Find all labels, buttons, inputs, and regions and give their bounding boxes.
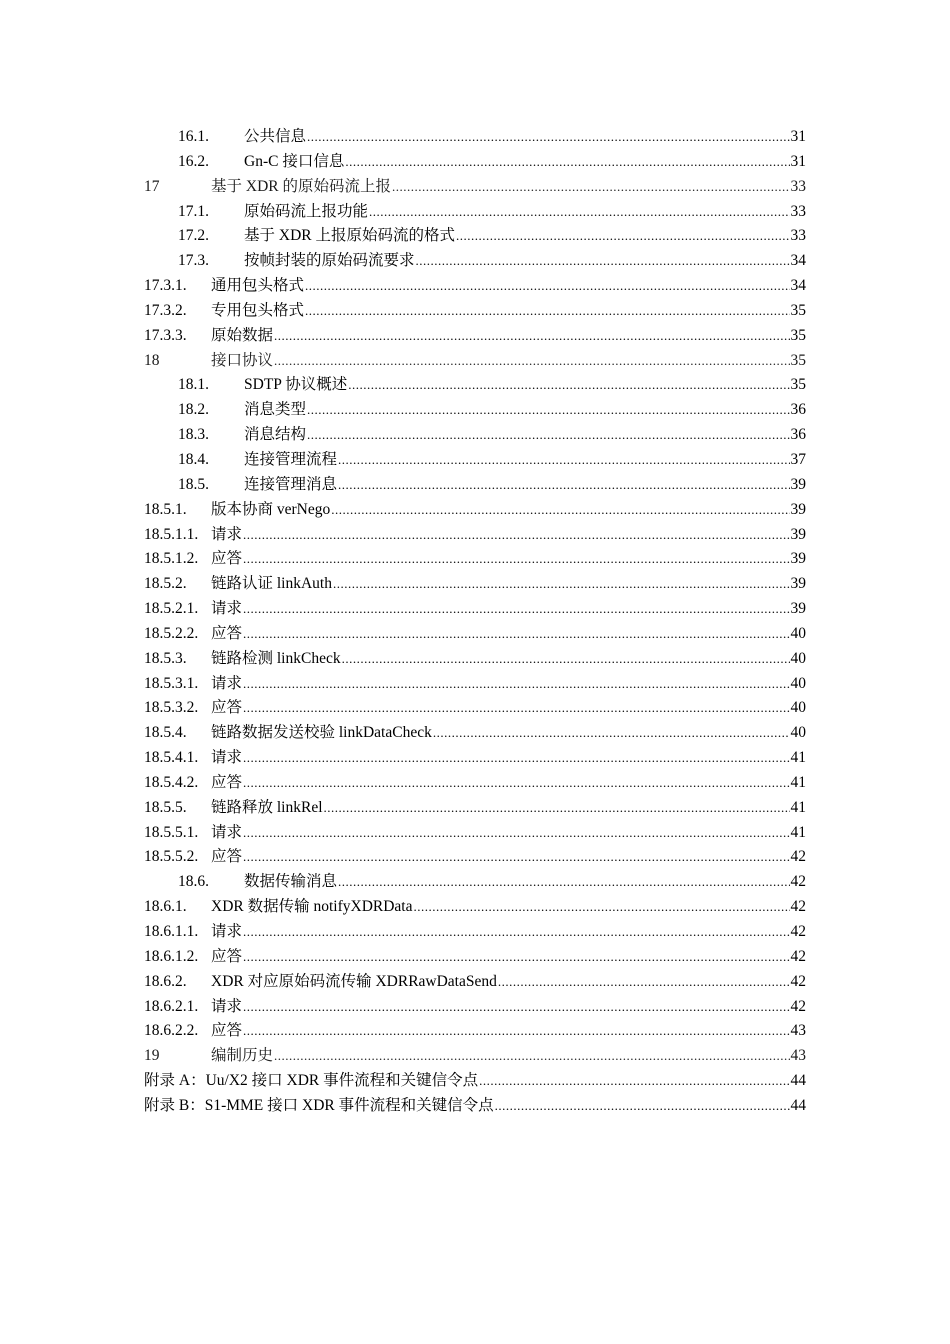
toc-entry-page: 39 xyxy=(790,500,806,518)
toc-entry-title: 应答 xyxy=(211,771,243,796)
toc-dot-leader xyxy=(243,597,789,622)
toc-entry-title: 请求 xyxy=(211,746,243,771)
toc-entry-page: 39 xyxy=(790,550,806,568)
toc-entry[interactable] xyxy=(144,373,806,398)
toc-entry[interactable] xyxy=(144,1094,806,1119)
toc-dot-leader xyxy=(324,796,790,821)
toc-entry-title: 附录 A：Uu/X2 接口 XDR 事件流程和关键信令点 xyxy=(144,1069,479,1094)
toc-entry-number: 18.5.2.2. xyxy=(144,624,199,642)
toc-entry[interactable] xyxy=(144,349,806,374)
toc-entry[interactable] xyxy=(144,473,806,498)
toc-dot-leader xyxy=(338,473,789,498)
toc-entry-title: 通用包头格式 xyxy=(211,274,305,299)
toc-entry[interactable] xyxy=(144,150,806,175)
toc-entry-title: 版本协商 verNego xyxy=(211,498,331,523)
toc-entry-number: 18.6. xyxy=(178,873,209,891)
toc-entry-title: 公共信息 xyxy=(244,125,307,150)
toc-entry[interactable] xyxy=(144,423,806,448)
toc-entry-title: 应答 xyxy=(211,845,243,870)
toc-dot-leader xyxy=(333,572,790,597)
toc-entry-page: 36 xyxy=(790,426,806,444)
toc-entry-number: 17.1. xyxy=(178,202,209,220)
toc-entry[interactable] xyxy=(144,845,806,870)
toc-entry[interactable] xyxy=(144,622,806,647)
toc-entry-number: 18.5.3.2. xyxy=(144,699,199,717)
toc-entry-title: 原始码流上报功能 xyxy=(244,200,369,225)
toc-entry-title: 应答 xyxy=(211,945,243,970)
toc-entry-number: 18.5. xyxy=(178,475,209,493)
toc-dot-leader xyxy=(433,721,790,746)
toc-dot-leader xyxy=(331,498,789,523)
toc-dot-leader xyxy=(243,920,789,945)
toc-entry[interactable] xyxy=(144,821,806,846)
toc-entry-title: 请求 xyxy=(211,672,243,697)
toc-entry[interactable] xyxy=(144,498,806,523)
toc-entry[interactable] xyxy=(144,1044,806,1069)
toc-entry-title: 请求 xyxy=(211,920,243,945)
toc-entry-title: 链路释放 linkRel xyxy=(211,796,324,821)
toc-dot-leader xyxy=(243,547,789,572)
toc-dot-leader xyxy=(416,249,790,274)
toc-entry[interactable] xyxy=(144,771,806,796)
toc-entry[interactable] xyxy=(144,398,806,423)
toc-entry-number: 18.5.5. xyxy=(144,798,187,816)
toc-dot-leader xyxy=(243,945,789,970)
toc-entry[interactable] xyxy=(144,249,806,274)
toc-entry-page: 40 xyxy=(790,724,806,742)
toc-entry-title: 连接管理流程 xyxy=(244,448,338,473)
toc-entry-number: 18.5.4.1. xyxy=(144,749,199,767)
toc-entry-page: 41 xyxy=(790,773,806,791)
toc-dot-leader xyxy=(243,523,789,548)
toc-dot-leader xyxy=(243,821,789,846)
toc-entry-number: 18.5.4.2. xyxy=(144,773,199,791)
toc-dot-leader xyxy=(392,175,790,200)
toc-dot-leader xyxy=(342,647,790,672)
toc-entry-number: 18.3. xyxy=(178,426,209,444)
toc-dot-leader xyxy=(274,1044,789,1069)
toc-entry-page: 33 xyxy=(790,227,806,245)
toc-entry[interactable] xyxy=(144,672,806,697)
toc-entry[interactable] xyxy=(144,200,806,225)
toc-entry-number: 17.3. xyxy=(178,252,209,270)
toc-entry-page: 40 xyxy=(790,649,806,667)
toc-entry-page: 39 xyxy=(790,475,806,493)
toc-entry-number: 18.5.5.1. xyxy=(144,823,199,841)
toc-entry-title: 专用包头格式 xyxy=(211,299,305,324)
toc-entry-title: 应答 xyxy=(211,1019,243,1044)
toc-entry-number: 19 xyxy=(144,1047,160,1065)
toc-dot-leader xyxy=(348,373,789,398)
toc-dot-leader xyxy=(243,746,789,771)
toc-dot-leader xyxy=(243,1019,789,1044)
toc-entry-page: 37 xyxy=(790,450,806,468)
toc-entry-page: 40 xyxy=(790,699,806,717)
toc-entry[interactable] xyxy=(144,224,806,249)
toc-entry-page: 31 xyxy=(790,152,806,170)
toc-entry-page: 35 xyxy=(790,326,806,344)
toc-entry[interactable] xyxy=(144,448,806,473)
toc-entry-page: 39 xyxy=(790,525,806,543)
toc-entry[interactable] xyxy=(144,1069,806,1094)
toc-entry[interactable] xyxy=(144,523,806,548)
toc-entry-page: 44 xyxy=(790,1096,806,1114)
toc-entry-number: 18.5.3. xyxy=(144,649,187,667)
toc-entry-page: 40 xyxy=(790,674,806,692)
toc-entry-title: 原始数据 xyxy=(211,324,274,349)
toc-dot-leader xyxy=(274,349,789,374)
toc-entry-number: 17.3.3. xyxy=(144,326,187,344)
toc-entry-number: 17 xyxy=(144,177,160,195)
toc-dot-leader xyxy=(243,696,789,721)
toc-entry-title: 数据传输消息 xyxy=(244,870,338,895)
toc-entry-page: 35 xyxy=(790,351,806,369)
toc-entry-title: 应答 xyxy=(211,622,243,647)
toc-entry-number: 18.5.2. xyxy=(144,575,187,593)
toc-entry-page: 43 xyxy=(790,1022,806,1040)
toc-entry-title: 接口协议 xyxy=(211,349,274,374)
toc-entry-page: 41 xyxy=(790,749,806,767)
toc-entry-title: 消息结构 xyxy=(244,423,307,448)
toc-entry[interactable] xyxy=(144,597,806,622)
toc-entry-number: 18.2. xyxy=(178,401,209,419)
toc-dot-leader xyxy=(243,845,789,870)
toc-entry-page: 34 xyxy=(790,252,806,270)
toc-entry-title: 请求 xyxy=(211,597,243,622)
toc-dot-leader xyxy=(479,1069,789,1094)
toc-entry-number: 17.2. xyxy=(178,227,209,245)
toc-entry-number: 18.6.1.1. xyxy=(144,923,199,940)
toc-dot-leader xyxy=(307,125,789,150)
toc-entry[interactable] xyxy=(144,920,806,945)
toc-entry-page: 44 xyxy=(790,1072,806,1090)
toc-entry[interactable] xyxy=(144,125,806,150)
toc-entry-title: Gn-C 接口信息 xyxy=(244,150,345,175)
toc-entry[interactable] xyxy=(144,547,806,572)
toc-entry[interactable] xyxy=(144,995,806,1020)
toc-entry-number: 18.5.1. xyxy=(144,500,187,518)
toc-entry-title: 链路数据发送校验 linkDataCheck xyxy=(211,721,433,746)
toc-entry-page: 42 xyxy=(790,972,806,990)
toc-entry-number: 18.6.2.1. xyxy=(144,997,199,1015)
toc-entry-number: 18.6.1. xyxy=(144,898,187,916)
toc-dot-leader xyxy=(243,672,789,697)
toc-entry[interactable] xyxy=(144,175,806,200)
toc-entry-number: 17.3.1. xyxy=(144,277,187,295)
toc-entry-page: 42 xyxy=(790,898,806,916)
toc-entry[interactable] xyxy=(144,299,806,324)
toc-entry-number: 18.6.1.2. xyxy=(144,947,199,965)
toc-entry-number: 18.5.3.1. xyxy=(144,674,199,692)
toc-entry[interactable] xyxy=(144,870,806,895)
toc-entry-page: 31 xyxy=(790,128,806,145)
toc-dot-leader xyxy=(338,448,789,473)
toc-entry-title: 应答 xyxy=(211,547,243,572)
toc-entry-number: 16.1. xyxy=(178,128,209,145)
toc-entry[interactable] xyxy=(144,746,806,771)
toc-dot-leader xyxy=(369,200,789,225)
toc-entry-number: 18.1. xyxy=(178,376,209,394)
toc-entry-title: 消息类型 xyxy=(244,398,307,423)
toc-dot-leader xyxy=(243,995,789,1020)
toc-entry-number: 18.5.1.1. xyxy=(144,525,199,543)
toc-dot-leader xyxy=(305,274,789,299)
toc-entry[interactable] xyxy=(144,721,806,746)
toc-dot-leader xyxy=(305,299,789,324)
toc-dot-leader xyxy=(414,895,790,920)
toc-entry-title: 请求 xyxy=(211,523,243,548)
toc-entry-title: XDR 对应原始码流传输 XDRRawDataSend xyxy=(211,970,498,995)
toc-entry-number: 18 xyxy=(144,351,160,369)
toc-entry-page: 35 xyxy=(790,301,806,319)
toc-entry[interactable] xyxy=(144,572,806,597)
toc-entry[interactable] xyxy=(144,696,806,721)
toc-entry[interactable] xyxy=(144,895,806,920)
toc-entry-number: 18.5.2.1. xyxy=(144,600,199,618)
toc-entry[interactable] xyxy=(144,1019,806,1044)
toc-entry[interactable] xyxy=(144,970,806,995)
toc-dot-leader xyxy=(243,622,789,647)
toc-entry-page: 39 xyxy=(790,600,806,618)
toc-entry-page: 40 xyxy=(790,624,806,642)
toc-entry[interactable] xyxy=(144,945,806,970)
toc-entry-page: 43 xyxy=(790,1047,806,1065)
toc-entry-page: 39 xyxy=(790,575,806,593)
table-of-contents xyxy=(144,125,806,1119)
toc-entry-title: 链路检测 linkCheck xyxy=(211,647,342,672)
toc-entry[interactable] xyxy=(144,274,806,299)
toc-entry-page: 42 xyxy=(790,923,806,940)
toc-entry-page: 42 xyxy=(790,997,806,1015)
toc-entry-page: 33 xyxy=(790,177,806,195)
toc-entry-title: XDR 数据传输 notifyXDRData xyxy=(211,895,414,920)
toc-entry-number: 18.6.2. xyxy=(144,972,187,990)
toc-entry-page: 35 xyxy=(790,376,806,394)
toc-entry-number: 18.5.1.2. xyxy=(144,550,199,568)
toc-dot-leader xyxy=(345,150,789,175)
toc-dot-leader xyxy=(274,324,789,349)
toc-entry-title: 应答 xyxy=(211,696,243,721)
toc-dot-leader xyxy=(307,423,789,448)
toc-entry-title: 基于 XDR 的原始码流上报 xyxy=(211,175,392,200)
toc-entry-page: 36 xyxy=(790,401,806,419)
toc-entry-title: 请求 xyxy=(211,995,243,1020)
toc-dot-leader xyxy=(243,771,789,796)
toc-dot-leader xyxy=(307,398,789,423)
toc-entry-page: 34 xyxy=(790,277,806,295)
toc-entry[interactable] xyxy=(144,647,806,672)
toc-entry-title: 编制历史 xyxy=(211,1044,274,1069)
toc-entry-number: 18.5.5.2. xyxy=(144,848,199,866)
toc-entry-page: 33 xyxy=(790,202,806,220)
toc-entry-number: 17.3.2. xyxy=(144,301,187,319)
toc-entry-title: 附录 B：S1-MME 接口 XDR 事件流程和关键信令点 xyxy=(144,1094,495,1119)
toc-entry-title: 按帧封装的原始码流要求 xyxy=(244,249,416,274)
toc-entry-title: 连接管理消息 xyxy=(244,473,338,498)
toc-entry-page: 42 xyxy=(790,873,806,891)
toc-entry-number: 18.6.2.2. xyxy=(144,1022,199,1040)
toc-entry-title: 链路认证 linkAuth xyxy=(211,572,333,597)
toc-dot-leader xyxy=(456,224,790,249)
toc-entry-page: 41 xyxy=(790,823,806,841)
toc-entry[interactable] xyxy=(144,324,806,349)
toc-entry-number: 18.5.4. xyxy=(144,724,187,742)
toc-entry-number: 18.4. xyxy=(178,450,209,468)
toc-entry-page: 41 xyxy=(790,798,806,816)
toc-entry-page: 42 xyxy=(790,947,806,965)
toc-dot-leader xyxy=(495,1094,790,1119)
toc-entry-number: 16.2. xyxy=(178,152,209,170)
toc-entry[interactable] xyxy=(144,796,806,821)
toc-entry-title: 基于 XDR 上报原始码流的格式 xyxy=(244,224,456,249)
toc-entry-page: 42 xyxy=(790,848,806,866)
toc-dot-leader xyxy=(498,970,790,995)
toc-entry-title: SDTP 协议概述 xyxy=(244,373,348,398)
toc-entry-title: 请求 xyxy=(211,821,243,846)
toc-dot-leader xyxy=(338,870,789,895)
